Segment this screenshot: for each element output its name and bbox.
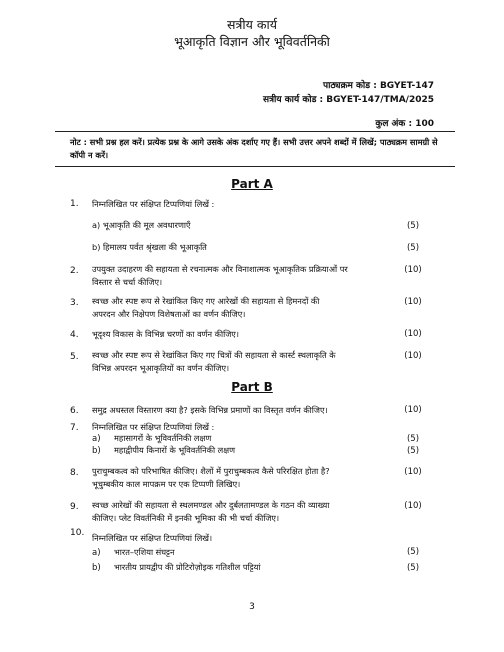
subquestion-text: हिमालय पर्वत श्रृंखला की भूआकृति: [103, 242, 207, 252]
subquestion-text: महासागरों के भूविवर्तनिकी लक्षण: [114, 433, 212, 443]
subquestion-text: भारतीय प्रायद्वीप की प्रोटिरोज़ोइक गतिशील पट्टियां: [114, 562, 261, 572]
question-number: 4.: [70, 330, 79, 340]
subquestion-text: भारत–एशिया संघट्टन: [114, 547, 175, 557]
subquestion-label: a): [92, 220, 101, 230]
subquestion-text: भूआकृति की मूल अवधारणाएँ: [102, 220, 191, 230]
question-text-line: कीजिए। प्लेट विवर्तनिकी में इनकी भूमिका की भी चर्चा कीजिए।: [92, 513, 280, 523]
question-text-line: उपयुक्त उदाहरण की सहायता से रचनात्मक और विनाशात्मक भूआकृतिक प्रक्रियाओं पर: [92, 264, 348, 274]
question-number: 8.: [70, 468, 79, 478]
subquestion-text: महाद्वीपीय किनारों के भूविवर्तनिकी लक्षण: [114, 445, 236, 455]
question-number: 3.: [70, 298, 79, 308]
top-rule: [55, 131, 455, 132]
question-text-line: स्वच्छ आरेखों की सहायता से स्थलमण्डल और दुर्बलतामण्डल के गठन की व्याख्या: [92, 500, 330, 510]
subquestion-label: a): [92, 434, 101, 444]
subquestion: [92, 241, 392, 254]
document-subtitle: भूआकृति विज्ञान और भूविवर्तनिकी: [174, 34, 330, 49]
question-number: 6.: [70, 406, 79, 416]
question-marks: (5): [406, 563, 420, 573]
question-text-line: पुराचुम्बकत्व को परिभाषित कीजिए। शैलों में पुराचुम्बकत्व कैसे परिरक्षित होता है?: [92, 466, 330, 476]
question-text-line: विभिन्न अपरदन भूआकृतियों का वर्णन कीजिए।: [92, 363, 230, 373]
question-marks: (10): [404, 405, 422, 415]
question-text: निम्नलिखित पर संक्षिप्त टिप्पणियां लिखें :: [92, 422, 215, 432]
question-marks: (5): [406, 434, 420, 444]
question-marks: (10): [404, 265, 422, 275]
part-b-heading: Part B: [231, 380, 273, 394]
question-number: 5.: [70, 352, 79, 362]
question-marks: (5): [406, 221, 420, 231]
assignment-code: सत्रीय कार्य कोड : BGYET-147/TMA/2025: [263, 95, 434, 105]
page-number: 3: [249, 602, 255, 612]
question-marks: (5): [406, 547, 420, 557]
question-marks: (5): [406, 446, 420, 456]
question-marks: (10): [404, 501, 422, 511]
course-code: पाठ्यक्रम कोड : BGYET-147: [322, 81, 434, 91]
part-a-heading: Part A: [231, 177, 273, 191]
subquestion-label: a): [92, 548, 101, 558]
subquestion-label: b): [92, 242, 101, 252]
question-text-line: स्वच्छ और स्पष्ट रूप से रेखांकित किए गए आरेखों की सहायता से हिमनदों की: [92, 296, 320, 306]
question-marks: (5): [406, 243, 420, 253]
subquestion-label: b): [92, 563, 101, 573]
question-number: 2.: [70, 266, 79, 276]
question-text-line: विस्तार से चर्चा कीजिए।: [92, 277, 163, 287]
question-marks: (10): [404, 467, 422, 477]
question-text: समुद्र अधस्तल विस्तारण क्या है? इसके विभिन्न प्रमाणों का विस्तृत वर्णन कीजिए।: [92, 405, 328, 415]
total-marks: कुल अंक : 100: [375, 119, 434, 129]
question-number: 7.: [70, 423, 79, 433]
question-text: निम्नलिखित पर संक्षिप्त टिप्पणियां लिखें।: [92, 533, 213, 543]
question-marks: (10): [404, 329, 422, 339]
question-text-line: अपरदन और निक्षेपण विशेषताओं का वर्णन कीजिए।: [92, 309, 246, 319]
document-title: सत्रीय कार्य: [227, 17, 277, 32]
bottom-rule: [55, 166, 455, 167]
question-text: निम्नलिखित पर संक्षिप्त टिप्पणियां लिखें :: [92, 199, 215, 209]
subquestion-label: b): [92, 446, 101, 456]
question-marks: (10): [404, 351, 422, 361]
subquestion: [92, 219, 392, 232]
question-marks: (10): [404, 297, 422, 307]
question-number: 9.: [70, 502, 79, 512]
question-text-line: स्वच्छ और स्पष्ट रूप से रेखांकित किए गए चित्रों की सहायता से कार्स्ट स्थलाकृति के: [92, 350, 336, 360]
question-number: 10.: [70, 528, 85, 538]
question-text-line: भूचुम्बकीय काल मापक्रम पर एक टिप्पणी लिखिए।: [92, 479, 241, 489]
instructions-note: नोट : सभी प्रश्न हल करें। प्रत्येक प्रश्न के आगे उसके अंक दर्शाए गए हैं। सभी उत्तर अपने शब्दों में लिखें; पाठ्यक्रम सामग्री से कॉपी न करें।: [70, 137, 438, 160]
question-text: भूदृश्य विकास के विभिन्न चरणों का वर्णन कीजिए।: [92, 329, 239, 339]
question-number: 1.: [70, 199, 79, 209]
